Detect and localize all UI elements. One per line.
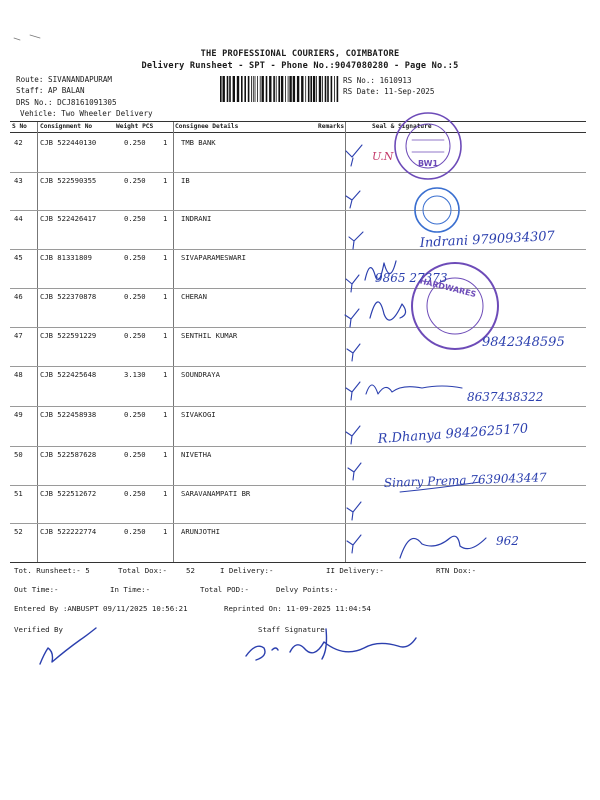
table-bottom-rule bbox=[10, 562, 586, 563]
table-header-rule bbox=[10, 132, 586, 133]
barcode-bar bbox=[251, 76, 252, 102]
tick-mark bbox=[347, 344, 360, 361]
col-sno: S No bbox=[12, 123, 27, 130]
out-time: Out Time:- bbox=[14, 585, 59, 594]
barcode-bar bbox=[266, 76, 268, 102]
tick-mark bbox=[348, 463, 361, 480]
barcode-bar bbox=[289, 76, 291, 102]
in-time: In Time:- bbox=[110, 585, 151, 594]
barcode-bar bbox=[262, 76, 264, 102]
cell-weight: 0.250 bbox=[124, 450, 146, 459]
cell-sno: 44 bbox=[14, 214, 23, 223]
cell-consignment: CJB 522370878 bbox=[40, 292, 97, 301]
cell-consignment: CJB 522425648 bbox=[40, 370, 97, 379]
barcode-bar bbox=[244, 76, 246, 102]
col-consignment: Consignment No bbox=[40, 123, 93, 130]
ii-delivery: II Delivery:- bbox=[326, 566, 384, 575]
cell-consignment: CJB 522426417 bbox=[40, 214, 97, 223]
barcode-bar bbox=[237, 76, 239, 102]
cell-sno: 42 bbox=[14, 138, 23, 147]
cell-weight: 0.250 bbox=[124, 138, 146, 147]
cell-pcs: 1 bbox=[163, 370, 168, 379]
cell-weight: 0.250 bbox=[124, 176, 146, 185]
barcode-bar bbox=[297, 76, 299, 102]
cell-consignment: CJB 81331809 bbox=[40, 253, 92, 262]
cell-weight: 0.250 bbox=[124, 253, 146, 262]
cell-pcs: 1 bbox=[163, 489, 168, 498]
cell-weight: 0.250 bbox=[124, 214, 146, 223]
barcode-bar bbox=[233, 76, 235, 102]
barcode-bar bbox=[255, 76, 256, 102]
barcode-bar bbox=[253, 76, 254, 102]
row-divider bbox=[10, 172, 586, 173]
signature-scribble bbox=[365, 261, 396, 280]
col-divider bbox=[37, 122, 38, 562]
reprinted-on: Reprinted On: 11-09-2025 11:04:54 bbox=[224, 604, 371, 613]
cell-consignee: CHERAN bbox=[181, 292, 207, 301]
barcode-bar bbox=[278, 76, 280, 102]
barcode-bar bbox=[313, 76, 315, 102]
row-divider bbox=[10, 446, 586, 447]
cell-consignment: CJB 522512672 bbox=[40, 489, 97, 498]
tick-mark bbox=[346, 426, 360, 444]
cell-consignee: SIVAPARAMESWARI bbox=[181, 253, 246, 262]
hw-row42: U.N bbox=[372, 150, 394, 163]
hw-row47: 9842348595 bbox=[482, 335, 565, 350]
cell-consignee: IB bbox=[181, 176, 190, 185]
row-divider bbox=[10, 406, 586, 407]
cell-sno: 49 bbox=[14, 410, 23, 419]
cell-consignment: CJB 522590355 bbox=[40, 176, 97, 185]
hw-row52: 962 bbox=[496, 534, 519, 548]
staff-label: Staff: AP BALAN bbox=[16, 86, 85, 95]
total-runsheet: Tot. Runsheet:- 5 bbox=[14, 566, 90, 575]
barcode-bar bbox=[281, 76, 283, 102]
barcode-bar bbox=[276, 76, 277, 102]
cell-pcs: 1 bbox=[163, 331, 168, 340]
cell-sno: 47 bbox=[14, 331, 23, 340]
row-divider bbox=[10, 288, 586, 289]
cell-consignee: SENTHIL KUMAR bbox=[181, 331, 238, 340]
barcode-bar bbox=[322, 76, 323, 102]
total-dox-value: 52 bbox=[186, 566, 195, 575]
vehicle-label: Vehicle: Two Wheeler Delivery bbox=[20, 109, 153, 118]
col-consignee: Consignee Details bbox=[175, 123, 239, 130]
cell-weight: 0.250 bbox=[124, 489, 146, 498]
row-divider bbox=[10, 327, 586, 328]
tick-mark bbox=[345, 309, 359, 327]
hw-row48: 8637438322 bbox=[467, 390, 544, 404]
barcode-bar bbox=[319, 76, 321, 102]
cell-pcs: 1 bbox=[163, 292, 168, 301]
barcode-bar bbox=[229, 76, 231, 102]
barcode-bar bbox=[327, 76, 329, 102]
cell-consignee: NIVETHA bbox=[181, 450, 212, 459]
row-divider bbox=[10, 485, 586, 486]
company-title: THE PROFESSIONAL COURIERS, COIMBATORE bbox=[200, 49, 400, 59]
cell-consignment: CJB 522587628 bbox=[40, 450, 97, 459]
row-divider bbox=[10, 366, 586, 367]
barcode-bar bbox=[269, 76, 271, 102]
barcode-bar bbox=[248, 76, 250, 102]
barcode-bar bbox=[223, 76, 225, 102]
cell-pcs: 1 bbox=[163, 527, 168, 536]
stamp-3-text: HARDWARES bbox=[418, 276, 478, 300]
signature-scribble bbox=[366, 385, 462, 394]
cell-pcs: 1 bbox=[163, 176, 168, 185]
cell-consignee: INDRANI bbox=[181, 214, 212, 223]
barcode-bar bbox=[241, 76, 243, 102]
cell-sno: 45 bbox=[14, 253, 23, 262]
total-dox-label: Total Dox:- bbox=[118, 566, 167, 575]
barcode-bar bbox=[293, 76, 295, 102]
cell-sno: 46 bbox=[14, 292, 23, 301]
barcode-bar bbox=[334, 76, 335, 102]
hw-row44: Indrani 9790934307 bbox=[419, 228, 556, 251]
barcode-bar bbox=[257, 76, 258, 102]
barcode-bar bbox=[316, 76, 317, 102]
tick-mark bbox=[346, 145, 362, 166]
tick-mark bbox=[347, 535, 361, 553]
tick-mark bbox=[347, 502, 361, 520]
cell-weight: 0.250 bbox=[124, 331, 146, 340]
drs-number: DRS No.: DCJ8161091305 bbox=[16, 98, 117, 107]
barcode-bar bbox=[301, 76, 303, 102]
cell-weight: 0.250 bbox=[124, 410, 146, 419]
cell-consignee: ARUNJOTHI bbox=[181, 527, 220, 536]
cell-consignment: CJB 522458938 bbox=[40, 410, 97, 419]
rtn-dox: RTN Dox:- bbox=[436, 566, 477, 575]
cell-consignee: TMB BANK bbox=[181, 138, 216, 147]
row-divider bbox=[10, 523, 586, 524]
barcode-bar bbox=[308, 76, 310, 102]
cell-consignment: CJB 522591229 bbox=[40, 331, 97, 340]
col-seal-signature: Seal & Signature bbox=[372, 123, 432, 130]
signature-scribble bbox=[400, 482, 480, 492]
cell-consignee: SOUNDRAYA bbox=[181, 370, 220, 379]
barcode-bar bbox=[273, 76, 275, 102]
barcode-bar bbox=[337, 76, 339, 102]
barcode-bar bbox=[325, 76, 327, 102]
cell-consignee: SARAVANAMPATI BR bbox=[181, 489, 251, 498]
barcode-bar bbox=[285, 76, 286, 102]
route-label: Route: SIVANANDAPURAM bbox=[16, 75, 113, 84]
barcode-bar bbox=[288, 76, 289, 102]
staff-signature-label: Staff Signature bbox=[258, 625, 325, 634]
barcode-bar bbox=[260, 76, 261, 102]
stamp-text bbox=[418, 159, 477, 299]
table-top-rule bbox=[10, 121, 586, 122]
cell-sno: 48 bbox=[14, 370, 23, 379]
barcode-bar bbox=[227, 76, 229, 102]
hw-row51: Sinary Prema 7639043447 bbox=[383, 470, 547, 490]
tick-mark bbox=[346, 382, 360, 400]
col-remarks: Remarks bbox=[318, 123, 345, 130]
cell-consignment: CJB 522440130 bbox=[40, 138, 97, 147]
cell-sno: 50 bbox=[14, 450, 23, 459]
i-delivery: I Delivery:- bbox=[220, 566, 274, 575]
cell-weight: 0.250 bbox=[124, 292, 146, 301]
signature-scribble bbox=[400, 536, 486, 558]
tick-mark bbox=[346, 191, 360, 208]
cell-weight: 0.250 bbox=[124, 527, 146, 536]
col-divider bbox=[345, 122, 346, 562]
col-divider bbox=[173, 122, 174, 562]
barcode-bar bbox=[220, 76, 222, 102]
cell-pcs: 1 bbox=[163, 214, 168, 223]
cell-consignee: SIVAKOGI bbox=[181, 410, 216, 419]
cell-pcs: 1 bbox=[163, 410, 168, 419]
cell-consignment: CJB 522222774 bbox=[40, 527, 97, 536]
cell-pcs: 1 bbox=[163, 253, 168, 262]
barcode-bar bbox=[305, 76, 306, 102]
cell-sno: 51 bbox=[14, 489, 23, 498]
barcode-bar bbox=[331, 76, 333, 102]
rs-date: RS Date: 11-Sep-2025 bbox=[343, 87, 435, 96]
cell-pcs: 1 bbox=[163, 138, 168, 147]
stamp-3 bbox=[412, 263, 498, 349]
stamp-1-text: BW1 bbox=[418, 159, 439, 168]
hw-row45: 9865 27373 bbox=[375, 271, 448, 285]
scan-mark bbox=[14, 35, 40, 40]
cell-sno: 43 bbox=[14, 176, 23, 185]
cell-weight: 3.130 bbox=[124, 370, 146, 379]
runsheet-subtitle: Delivery Runsheet - SPT - Phone No.:9047080280 - Page No.:5 bbox=[141, 61, 459, 71]
signature-scribble bbox=[370, 302, 406, 320]
hw-row49: R.Dhanya 9842625170 bbox=[377, 421, 529, 447]
barcode bbox=[219, 76, 339, 102]
row-divider bbox=[10, 210, 586, 211]
rs-number: RS No.: 1610913 bbox=[343, 76, 412, 85]
tick-mark bbox=[346, 275, 359, 292]
total-pod: Total POD:- bbox=[200, 585, 249, 594]
tick-mark bbox=[349, 232, 363, 249]
barcode-bar bbox=[310, 76, 312, 102]
cell-pcs: 1 bbox=[163, 450, 168, 459]
entered-by: Entered By :ANBUSPT 09/11/2025 10:56:21 bbox=[14, 604, 188, 613]
verified-by-label: Verified By bbox=[14, 625, 63, 634]
col-weight-pcs: Weight PCS bbox=[116, 123, 154, 130]
cell-sno: 52 bbox=[14, 527, 23, 536]
delivery-points: Delvy Points:- bbox=[276, 585, 339, 594]
row-divider bbox=[10, 249, 586, 250]
